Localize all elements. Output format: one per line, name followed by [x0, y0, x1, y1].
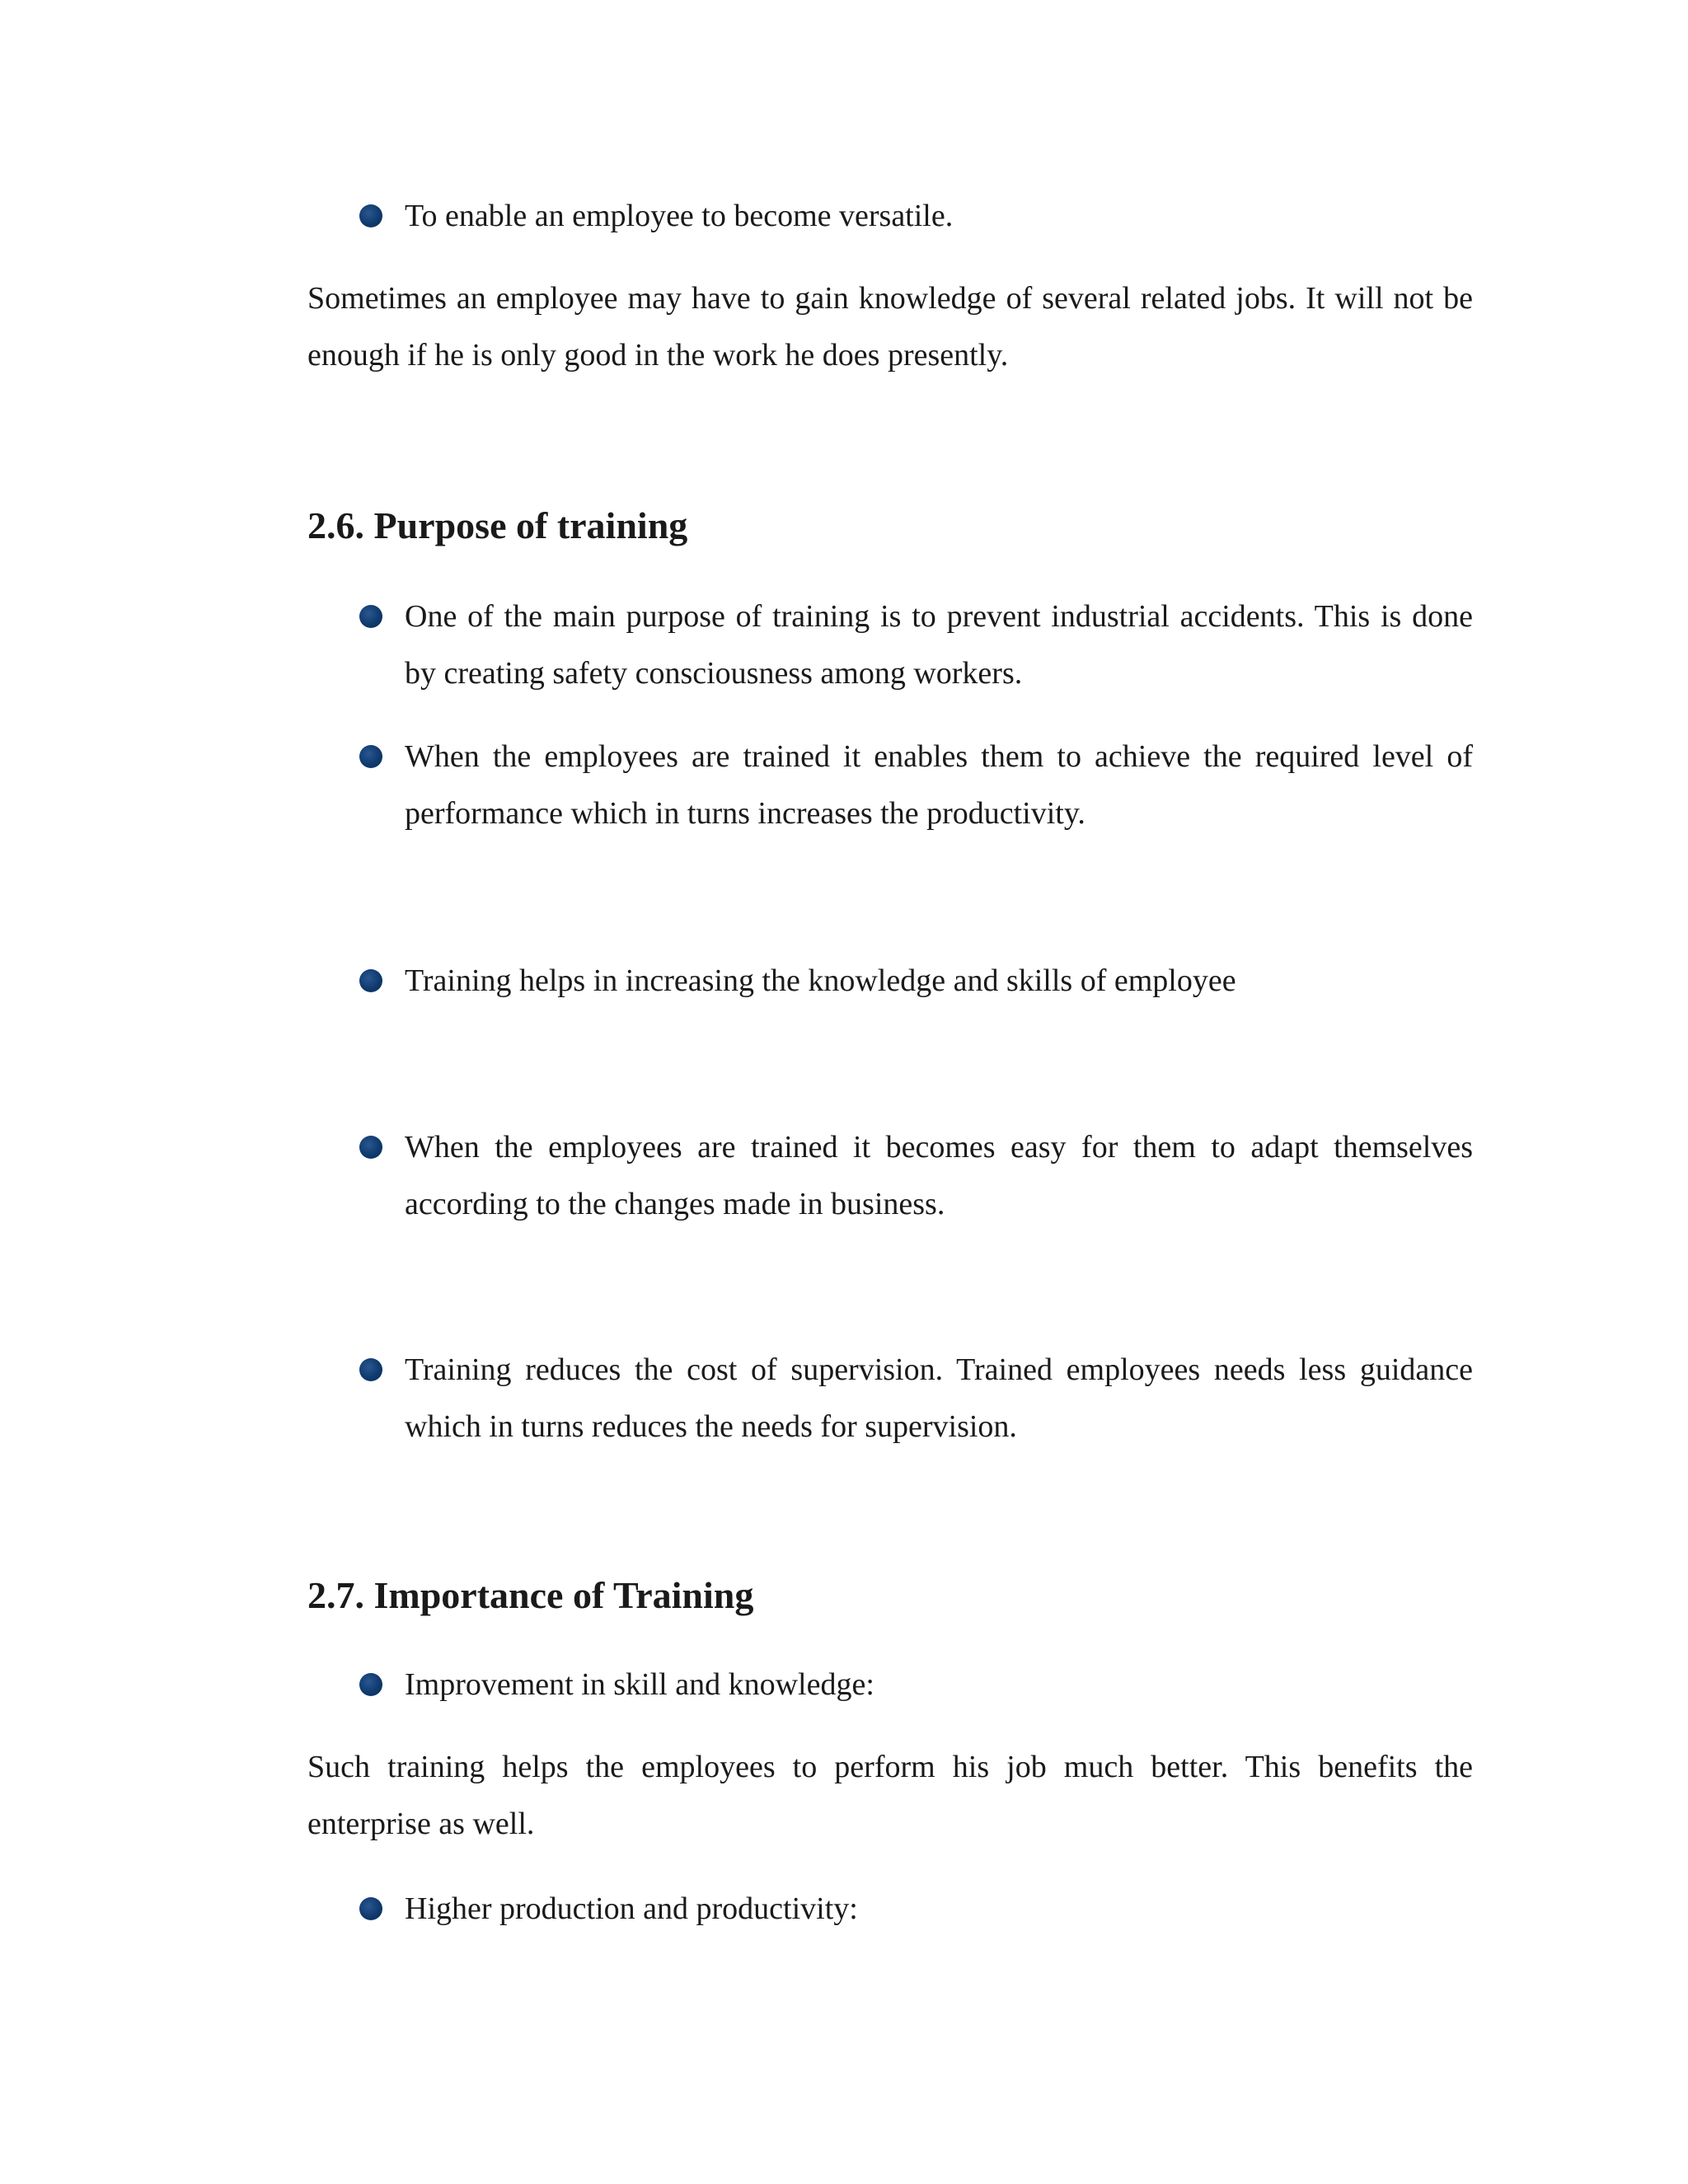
purpose-bullet-3: Training helps in increasing the knowledge and skills of employee: [405, 963, 1236, 998]
section-heading-2-7: 2.7. Importance of Training: [307, 1574, 754, 1616]
bullet-icon: [359, 1358, 382, 1381]
importance-bullet-2: Higher production and productivity:: [405, 1891, 858, 1926]
bullet-icon: [359, 1136, 382, 1159]
intro-paragraph: Sometimes an employee may have to gain knowledge of several related jobs. It will not be enough if he is only good in the work he does presently.: [307, 281, 1473, 373]
bullet-icon: [359, 204, 382, 227]
purpose-bullet-5: Training reduces the cost of supervision. Trained employees needs less guidance which in turns reduces the needs for supervision.: [405, 1352, 1473, 1444]
purpose-bullet-4: When the employees are trained it becomes easy for them to adapt themselves according to the changes made in business.: [405, 1130, 1473, 1221]
section-heading-2-6: 2.6. Purpose of training: [307, 504, 688, 546]
bullet-icon: [359, 1673, 382, 1696]
bullet-icon: [359, 745, 382, 768]
bullet-icon: [359, 1897, 382, 1920]
bullet-icon: [359, 969, 382, 992]
bullet-icon: [359, 605, 382, 628]
importance-paragraph-1: Such training helps the employees to perform his job much better. This benefits the enterprise as well.: [307, 1750, 1473, 1841]
importance-bullet-1: Improvement in skill and knowledge:: [405, 1667, 874, 1702]
intro-bullet-text: To enable an employee to become versatile.: [405, 199, 954, 233]
purpose-bullet-2: When the employees are trained it enables them to achieve the required level of performance which in turns increases the productivity.: [405, 739, 1473, 831]
purpose-bullet-1: One of the main purpose of training is to prevent industrial accidents. This is done by creating safety consciousness among workers.: [405, 599, 1473, 691]
